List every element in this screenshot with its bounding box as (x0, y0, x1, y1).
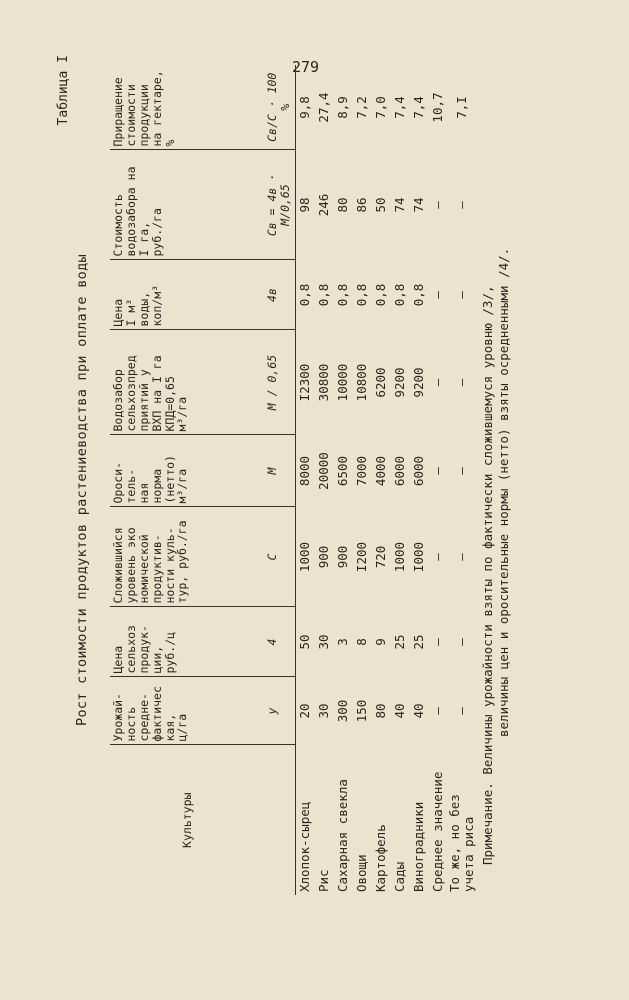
crop-name-cell: Сахарная свекла (335, 779, 351, 892)
value-cell: 9200 (392, 367, 408, 398)
crop-name-cell: Картофель (373, 824, 389, 892)
value-cell: 0,8 (354, 283, 370, 307)
value-cell: 8,9 (335, 96, 351, 119)
value-cell: I000 (411, 541, 427, 573)
value-cell: 0,8 (297, 283, 313, 307)
crop-name-cell: То же, но без учета риса (446, 794, 477, 892)
table-title: Рост стоимости продуктов растениеводства при оплате воды (74, 254, 90, 726)
table-container (110, 65, 477, 895)
crop-name-cell: Виноградники (411, 801, 427, 892)
value-cell: 10800 (354, 363, 370, 402)
column-header: Урожай- ность средне- фактичес кая, ц/га (110, 677, 264, 745)
value-cell: 40 (411, 703, 427, 719)
column-header: Водозабор сельхозпред приятий у ВХП на I га КПД=0,65 м³/га (110, 330, 264, 435)
column-symbol (264, 745, 295, 895)
value-cell: 30 (316, 634, 332, 650)
value-cell: 7000 (354, 455, 370, 487)
table-row (295, 65, 315, 895)
page-number: 279 (292, 58, 320, 76)
value-cell: 8 (354, 638, 370, 646)
value-cell: – (430, 467, 446, 475)
value-cell: 900 (316, 545, 332, 569)
value-cell: 4000 (373, 455, 389, 487)
column-header: Цена I м³ воды, коп/м³ (110, 260, 264, 330)
table-row (429, 65, 448, 895)
value-cell: 1000 (297, 541, 313, 573)
value-cell: 9,8 (297, 96, 313, 119)
column-symbol: C (264, 507, 295, 607)
column-header: Цена сельхоз продук- ции, руб./ц (110, 607, 264, 677)
value-cell: 9 (373, 638, 389, 646)
table-label: Таблица I (56, 55, 71, 126)
value-cell: 10,7 (430, 92, 446, 123)
value-cell: – (453, 553, 469, 561)
value-cell: 246 (316, 193, 332, 217)
value-cell: – (453, 378, 469, 387)
value-cell: 7,4 (411, 96, 427, 119)
value-cell: 8000 (297, 455, 313, 487)
column-symbol: 4 (264, 607, 295, 677)
value-cell: 6500 (335, 455, 351, 487)
value-cell: 7,I (453, 96, 469, 119)
value-cell: 900 (335, 545, 351, 569)
table-row (372, 65, 391, 895)
value-cell: – (453, 467, 469, 475)
column-header: Приращение стоимости продукции на гектаре, % (110, 65, 264, 150)
value-cell: – (430, 707, 446, 715)
value-cell: 7,4 (392, 96, 408, 119)
value-cell: 74 (411, 197, 427, 213)
value-cell: 80 (335, 197, 351, 213)
value-cell: 0,8 (392, 283, 408, 307)
table-row (448, 65, 477, 895)
value-cell: 3 (335, 638, 351, 646)
value-cell: 0,8 (316, 283, 332, 307)
value-cell: 720 (373, 545, 389, 569)
value-cell: – (453, 638, 469, 646)
table-row (334, 65, 353, 895)
value-cell: 50 (297, 634, 313, 650)
table-row (391, 65, 410, 895)
column-header: Ороси- тель- ная норма (нетто) м³/га (110, 435, 264, 507)
table-row (410, 65, 429, 895)
value-cell: 80 (373, 703, 389, 719)
crop-name-cell: Рис (316, 869, 332, 892)
symbol-row (264, 65, 295, 895)
table-row (353, 65, 372, 895)
column-header: Культуры (179, 792, 194, 848)
column-symbol: M / 0,65 (264, 330, 295, 435)
footnote-label: Примечание. (480, 782, 495, 865)
value-cell: 1000 (392, 541, 408, 573)
column-header: Стоимость водозабора на I га, руб./га (110, 150, 264, 260)
value-cell: 300 (335, 699, 351, 723)
crop-name-cell: Сады (392, 861, 408, 892)
rotated-table-page (55, 45, 555, 935)
value-cell: 20000 (316, 452, 332, 490)
value-cell: – (430, 201, 446, 209)
value-cell: 0,8 (335, 283, 351, 307)
column-symbol: y (264, 677, 295, 745)
value-cell: 86 (354, 197, 370, 213)
column-header: Сложившийся уровень эко номической продуктив- ности куль- тур, руб./га (110, 507, 264, 607)
value-cell: 9200 (411, 367, 427, 398)
footnote-line-1: Величины урожайности взяты по фактически сложившемуся уровню /3/, (480, 285, 495, 775)
value-cell: 25 (392, 634, 408, 650)
value-cell: 27,4 (316, 92, 332, 123)
value-cell: 20 (297, 703, 313, 719)
data-table (110, 65, 477, 895)
crop-name-cell: Среднее значение (430, 771, 446, 892)
column-symbol: Cв/C · 100 % (264, 65, 295, 150)
value-cell: I200 (354, 541, 370, 573)
value-cell: – (430, 553, 446, 561)
value-cell: – (430, 378, 446, 387)
value-cell: – (430, 291, 446, 299)
value-cell: 150 (354, 699, 370, 723)
footnote-line-2: величины цен и оросительные нормы (нетто) взяты осредненными /4/. (495, 247, 511, 737)
crop-name-cell: Овощи (354, 854, 370, 892)
column-symbol: Cв = 4в · M/0,65 (264, 150, 295, 260)
table-body (295, 65, 476, 895)
value-cell: 30 (316, 703, 332, 719)
footnote (480, 65, 511, 865)
value-cell: 30800 (316, 363, 332, 402)
value-cell: 10000 (335, 363, 351, 402)
value-cell: 6000 (411, 455, 427, 487)
table-row (315, 65, 334, 895)
value-cell: 6000 (392, 455, 408, 487)
value-cell: – (430, 638, 446, 646)
value-cell: – (453, 707, 469, 715)
value-cell: 25 (411, 634, 427, 650)
column-symbol: M (264, 435, 295, 507)
value-cell: 0,8 (373, 283, 389, 307)
value-cell: 98 (297, 197, 313, 213)
column-symbol: 4в (264, 260, 295, 330)
value-cell: 74 (392, 197, 408, 213)
value-cell: – (453, 291, 469, 299)
crop-name-cell: Хлопок-сырец (297, 801, 313, 892)
value-cell: 6200 (373, 367, 389, 398)
value-cell: 0,8 (411, 283, 427, 307)
value-cell: I2300 (297, 363, 313, 402)
value-cell: 50 (373, 197, 389, 213)
value-cell: 7,0 (373, 96, 389, 119)
value-cell: – (453, 201, 469, 209)
header-row (110, 65, 264, 895)
value-cell: 40 (392, 703, 408, 719)
value-cell: 7,2 (354, 96, 370, 119)
